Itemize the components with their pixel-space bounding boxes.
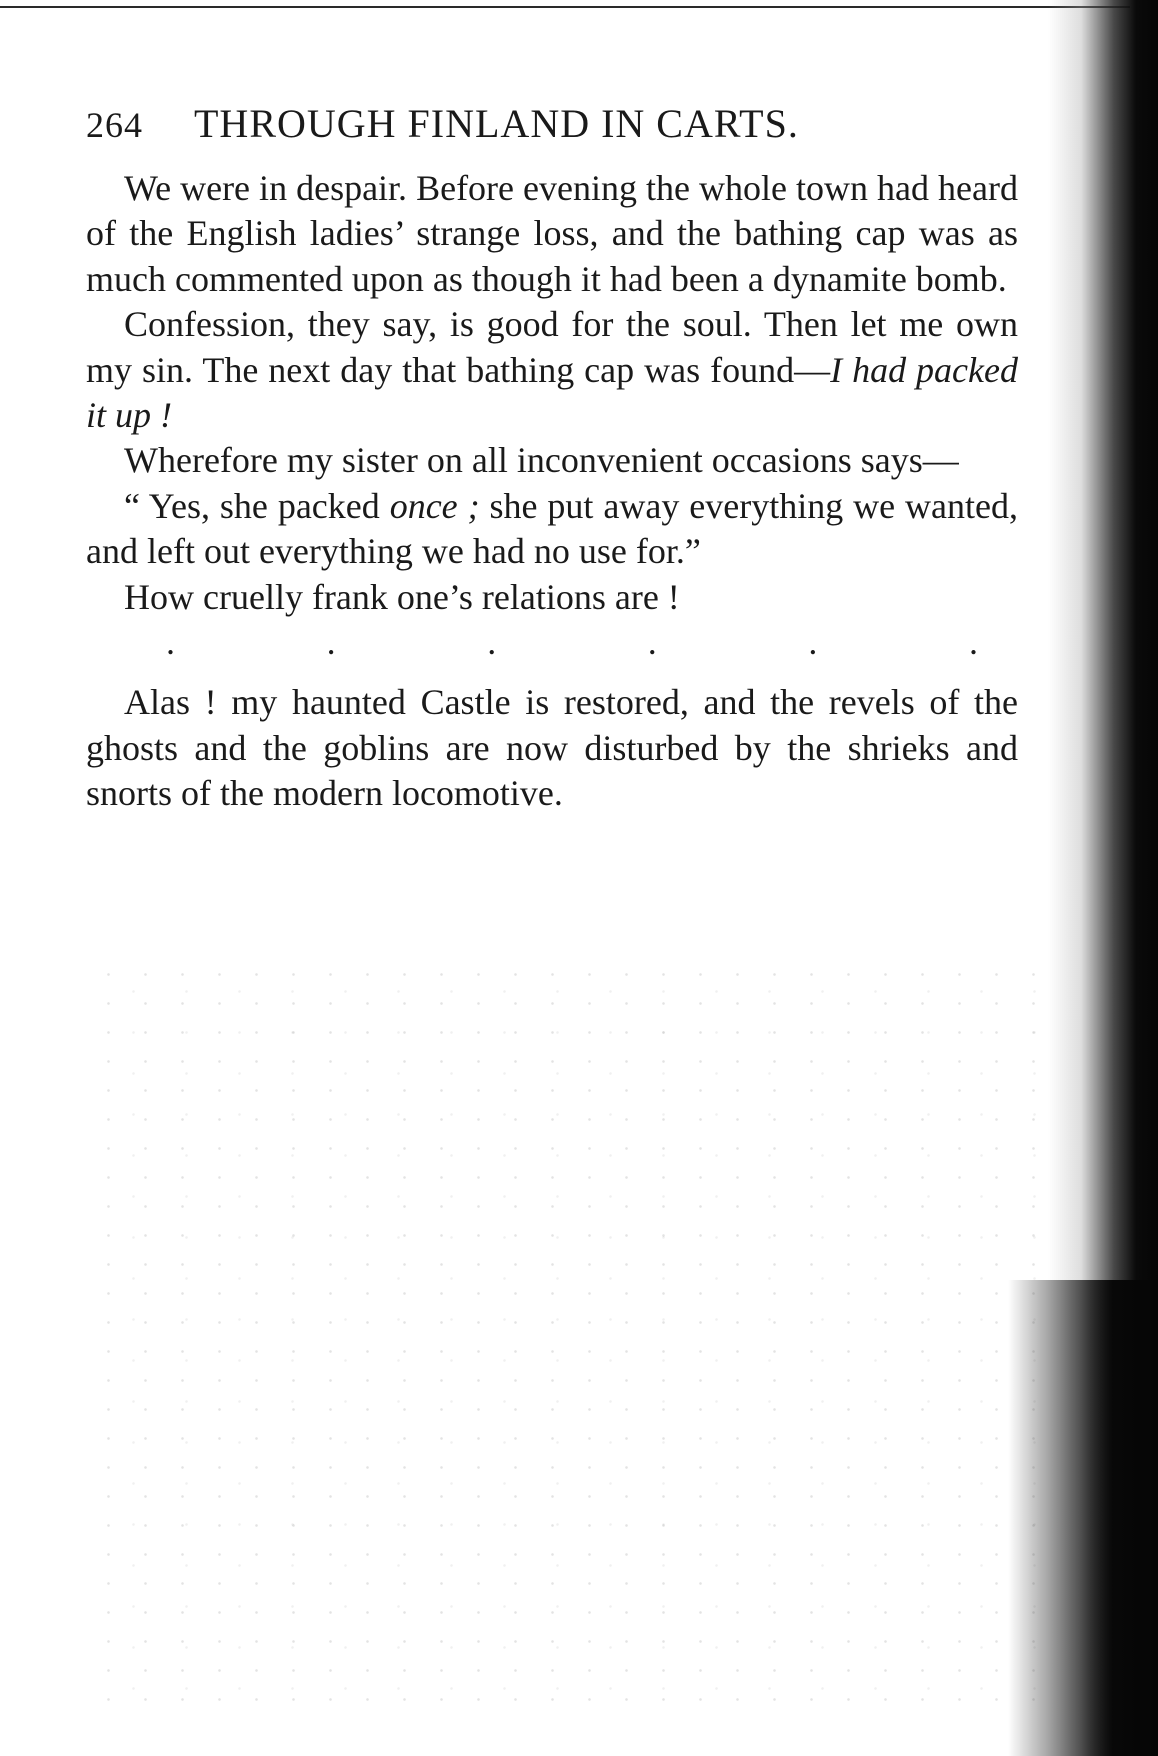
paragraph-despair: We were in despair. Before evening the whole town had heard of the English ladies’ strange loss, and the bathing cap was as much commented upon as though it had been a dynamite bomb. [86,168,1018,299]
quote-italic: once ; [389,485,480,526]
confession-italic: I had packed it up ! [86,349,1018,436]
page-header [86,96,1026,152]
confession-text: Confession, they say, is good for the soul. Then let me own my sin. The next day that bathing cap was found— [86,304,1018,390]
section-dot: . [968,622,978,663]
paragraph-relations: How cruelly frank one’s relations are ! [124,576,680,617]
paragraph-confession [86,302,1018,438]
section-dot: . [647,622,657,663]
section-dot: . [487,622,497,663]
body-text [86,166,1018,817]
binding-shadow-lower [1008,1280,1158,1756]
paper-texture [90,960,1050,1720]
section-break [86,620,1018,665]
paragraph-wherefore: Wherefore my sister on all inconvenient occasions says— [124,440,959,481]
top-border-rule [0,6,1130,8]
paragraph-quote [86,484,1018,575]
section-dot: . [166,622,175,663]
page-number: 264 [86,105,143,145]
section-dot: . [326,622,336,663]
running-title: THROUGH FINLAND IN CARTS. [194,101,799,146]
paragraph-castle: Alas ! my haunted Castle is restored, and the revels of the ghosts and the goblins are now disturbed by the shrieks and snorts of the modern locomotive. [86,682,1018,814]
section-dot: . [808,622,818,663]
quote-rest: she put away everything we wanted, and left out everything we had no use for.” [86,485,1019,572]
quote-open: “ Yes, she packed [124,485,390,526]
